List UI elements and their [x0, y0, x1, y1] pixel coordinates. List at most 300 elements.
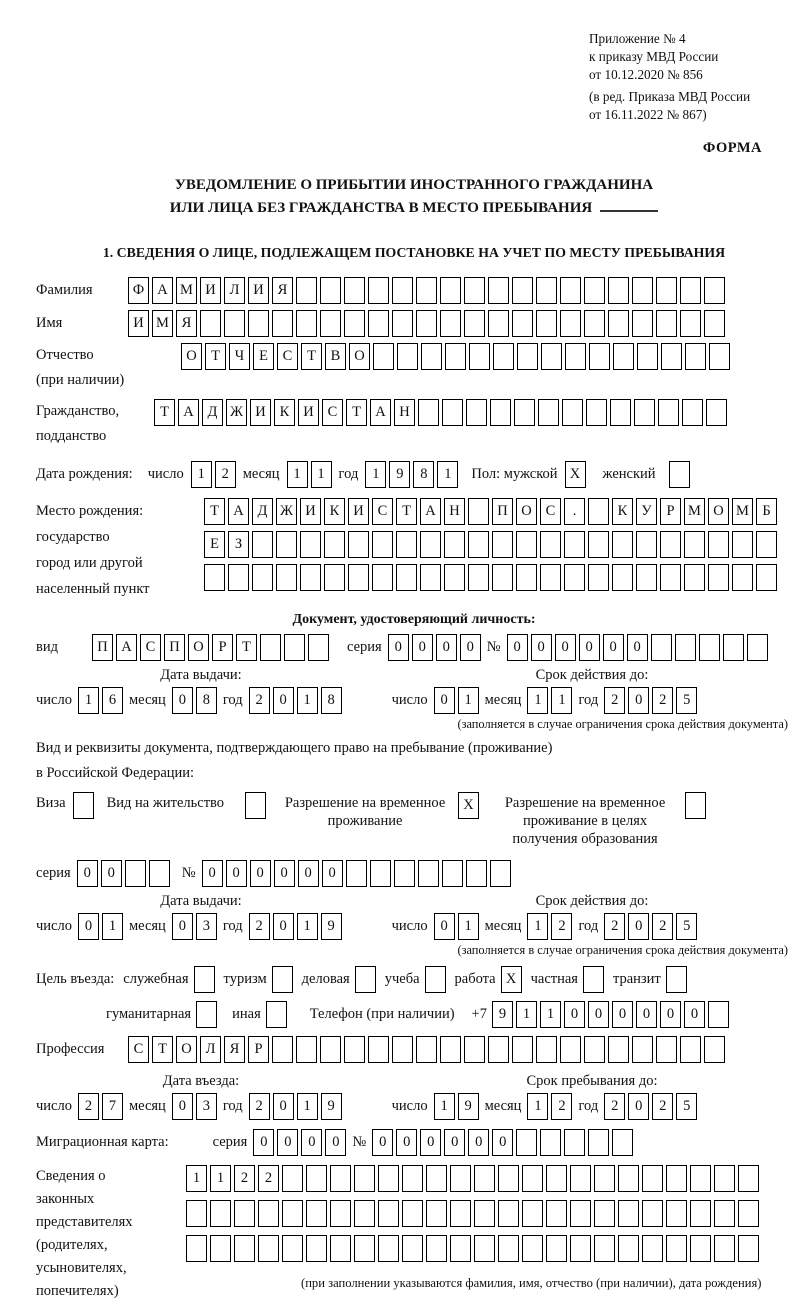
form-cell[interactable] — [634, 399, 655, 426]
form-cell[interactable] — [675, 634, 696, 661]
form-cell[interactable]: 0 — [579, 634, 600, 661]
form-cell[interactable] — [272, 310, 293, 337]
form-cell[interactable]: И — [248, 277, 269, 304]
form-cell[interactable] — [296, 1036, 317, 1063]
form-cell[interactable] — [474, 1200, 495, 1227]
form-cell[interactable] — [610, 399, 631, 426]
form-cell[interactable] — [258, 1235, 279, 1262]
form-cell[interactable] — [426, 1165, 447, 1192]
form-cell[interactable] — [661, 343, 682, 370]
form-cell[interactable]: 0 — [420, 1129, 441, 1156]
form-cell[interactable]: 9 — [321, 913, 342, 940]
form-cell[interactable] — [258, 1200, 279, 1227]
form-cell[interactable]: 0 — [555, 634, 576, 661]
form-cell[interactable] — [397, 343, 418, 370]
form-cell[interactable] — [186, 1200, 207, 1227]
form-cell[interactable]: 0 — [684, 1001, 705, 1028]
form-cell[interactable]: С — [540, 498, 561, 525]
form-cell[interactable] — [747, 634, 768, 661]
form-cell[interactable] — [594, 1165, 615, 1192]
form-cell[interactable]: 1 — [458, 913, 479, 940]
form-cell[interactable]: 5 — [676, 687, 697, 714]
form-cell[interactable] — [445, 343, 466, 370]
form-cell[interactable] — [378, 1200, 399, 1227]
form-cell[interactable] — [392, 1036, 413, 1063]
form-cell[interactable] — [466, 860, 487, 887]
form-cell[interactable]: 2 — [234, 1165, 255, 1192]
form-cell[interactable]: 9 — [492, 1001, 513, 1028]
form-cell[interactable] — [565, 343, 586, 370]
form-cell[interactable] — [368, 1036, 389, 1063]
form-cell[interactable] — [594, 1200, 615, 1227]
form-cell[interactable] — [516, 1129, 537, 1156]
form-cell[interactable] — [368, 277, 389, 304]
form-cell[interactable] — [308, 634, 329, 661]
form-cell[interactable]: 0 — [628, 913, 649, 940]
form-cell[interactable]: 6 — [102, 687, 123, 714]
form-cell[interactable] — [372, 531, 393, 558]
form-cell[interactable] — [306, 1200, 327, 1227]
form-cell[interactable]: Д — [202, 399, 223, 426]
form-cell[interactable]: А — [152, 277, 173, 304]
form-cell[interactable] — [608, 1036, 629, 1063]
form-cell[interactable]: Т — [301, 343, 322, 370]
form-cell[interactable] — [149, 860, 170, 887]
form-cell[interactable]: С — [277, 343, 298, 370]
form-cell[interactable]: С — [128, 1036, 149, 1063]
form-cell[interactable] — [426, 1235, 447, 1262]
form-cell[interactable]: 0 — [226, 860, 247, 887]
form-cell[interactable] — [516, 531, 537, 558]
form-cell[interactable] — [245, 792, 266, 819]
form-cell[interactable]: 0 — [172, 913, 193, 940]
form-cell[interactable]: 0 — [172, 687, 193, 714]
form-cell[interactable]: 0 — [325, 1129, 346, 1156]
form-cell[interactable] — [756, 564, 777, 591]
form-cell[interactable] — [642, 1200, 663, 1227]
form-cell[interactable]: 0 — [412, 634, 433, 661]
form-cell[interactable]: 0 — [301, 1129, 322, 1156]
form-cell[interactable]: 2 — [652, 687, 673, 714]
form-cell[interactable] — [320, 310, 341, 337]
form-cell[interactable] — [680, 1036, 701, 1063]
form-cell[interactable] — [450, 1235, 471, 1262]
form-cell[interactable]: 2 — [551, 913, 572, 940]
form-cell[interactable]: 2 — [604, 913, 625, 940]
form-cell[interactable]: 0 — [273, 687, 294, 714]
form-cell[interactable] — [704, 277, 725, 304]
form-cell[interactable]: 0 — [444, 1129, 465, 1156]
form-cell[interactable] — [570, 1200, 591, 1227]
form-cell[interactable]: 8 — [413, 461, 434, 488]
form-cell[interactable]: 0 — [322, 860, 343, 887]
form-cell[interactable] — [714, 1165, 735, 1192]
form-cell[interactable]: Р — [212, 634, 233, 661]
form-cell[interactable] — [738, 1235, 759, 1262]
form-cell[interactable]: Т — [236, 634, 257, 661]
form-cell[interactable]: 2 — [249, 1093, 270, 1120]
form-cell[interactable]: 8 — [196, 687, 217, 714]
form-cell[interactable] — [468, 564, 489, 591]
form-cell[interactable]: 3 — [196, 1093, 217, 1120]
form-cell[interactable] — [666, 1200, 687, 1227]
form-cell[interactable] — [464, 310, 485, 337]
form-cell[interactable] — [498, 1165, 519, 1192]
form-cell[interactable] — [488, 1036, 509, 1063]
form-cell[interactable]: 1 — [102, 913, 123, 940]
form-cell[interactable] — [512, 277, 533, 304]
form-cell[interactable] — [584, 1036, 605, 1063]
form-cell[interactable]: 0 — [396, 1129, 417, 1156]
form-cell[interactable] — [468, 531, 489, 558]
form-cell[interactable] — [284, 634, 305, 661]
form-cell[interactable]: И — [300, 498, 321, 525]
form-cell[interactable] — [224, 310, 245, 337]
form-cell[interactable] — [416, 277, 437, 304]
form-cell[interactable] — [704, 310, 725, 337]
form-cell[interactable]: Б — [756, 498, 777, 525]
form-cell[interactable] — [714, 1200, 735, 1227]
form-cell[interactable]: О — [181, 343, 202, 370]
form-cell[interactable]: 0 — [101, 860, 122, 887]
form-cell[interactable]: 0 — [628, 687, 649, 714]
form-cell[interactable]: 1 — [297, 913, 318, 940]
form-cell[interactable] — [416, 310, 437, 337]
form-cell[interactable]: Л — [200, 1036, 221, 1063]
form-cell[interactable]: И — [348, 498, 369, 525]
form-cell[interactable]: К — [274, 399, 295, 426]
form-cell[interactable] — [320, 1036, 341, 1063]
form-cell[interactable] — [512, 310, 533, 337]
form-cell[interactable] — [723, 634, 744, 661]
form-cell[interactable]: 1 — [458, 687, 479, 714]
form-cell[interactable]: 2 — [258, 1165, 279, 1192]
form-cell[interactable] — [738, 1165, 759, 1192]
form-cell[interactable] — [709, 343, 730, 370]
form-cell[interactable] — [498, 1200, 519, 1227]
form-cell[interactable]: 1 — [551, 687, 572, 714]
form-cell[interactable]: 0 — [372, 1129, 393, 1156]
form-cell[interactable] — [612, 1129, 633, 1156]
form-cell[interactable] — [276, 564, 297, 591]
form-cell[interactable] — [584, 310, 605, 337]
form-cell[interactable] — [656, 277, 677, 304]
form-cell[interactable]: . — [564, 498, 585, 525]
form-cell[interactable]: 2 — [249, 913, 270, 940]
form-cell[interactable] — [330, 1200, 351, 1227]
form-cell[interactable] — [612, 564, 633, 591]
form-cell[interactable] — [396, 531, 417, 558]
form-cell[interactable]: Т — [154, 399, 175, 426]
form-cell[interactable]: Я — [272, 277, 293, 304]
form-cell[interactable] — [402, 1235, 423, 1262]
form-cell[interactable]: П — [164, 634, 185, 661]
form-cell[interactable] — [666, 1165, 687, 1192]
form-cell[interactable] — [442, 399, 463, 426]
form-cell[interactable] — [402, 1165, 423, 1192]
form-cell[interactable] — [420, 531, 441, 558]
form-cell[interactable] — [608, 310, 629, 337]
form-cell[interactable] — [706, 399, 727, 426]
form-cell[interactable]: 1 — [210, 1165, 231, 1192]
form-cell[interactable]: З — [228, 531, 249, 558]
form-cell[interactable] — [498, 1235, 519, 1262]
form-cell[interactable]: Ф — [128, 277, 149, 304]
form-cell[interactable]: У — [636, 498, 657, 525]
form-cell[interactable] — [402, 1200, 423, 1227]
form-cell[interactable] — [282, 1235, 303, 1262]
form-cell[interactable] — [546, 1200, 567, 1227]
form-cell[interactable] — [536, 277, 557, 304]
form-cell[interactable]: Д — [252, 498, 273, 525]
form-cell[interactable] — [420, 564, 441, 591]
form-cell[interactable]: 2 — [249, 687, 270, 714]
form-cell[interactable] — [685, 343, 706, 370]
form-cell[interactable]: Т — [204, 498, 225, 525]
form-cell[interactable] — [732, 564, 753, 591]
form-cell[interactable] — [666, 966, 687, 993]
form-cell[interactable]: 2 — [215, 461, 236, 488]
form-cell[interactable]: Ч — [229, 343, 250, 370]
form-cell[interactable] — [196, 1001, 217, 1028]
form-cell[interactable] — [546, 1235, 567, 1262]
form-cell[interactable] — [584, 277, 605, 304]
form-cell[interactable]: 9 — [321, 1093, 342, 1120]
form-cell[interactable]: 0 — [298, 860, 319, 887]
form-cell[interactable] — [272, 1036, 293, 1063]
form-cell[interactable] — [708, 1001, 729, 1028]
form-cell[interactable] — [540, 531, 561, 558]
form-cell[interactable]: 0 — [436, 634, 457, 661]
form-cell[interactable] — [464, 277, 485, 304]
form-cell[interactable] — [368, 310, 389, 337]
form-cell[interactable]: И — [298, 399, 319, 426]
form-cell[interactable]: 0 — [172, 1093, 193, 1120]
form-cell[interactable]: 3 — [196, 913, 217, 940]
form-cell[interactable] — [656, 310, 677, 337]
form-cell[interactable] — [708, 564, 729, 591]
form-cell[interactable]: К — [324, 498, 345, 525]
form-cell[interactable] — [680, 310, 701, 337]
form-cell[interactable] — [570, 1165, 591, 1192]
form-cell[interactable]: 1 — [191, 461, 212, 488]
form-cell[interactable] — [468, 498, 489, 525]
form-cell[interactable] — [522, 1235, 543, 1262]
form-cell[interactable]: П — [92, 634, 113, 661]
form-cell[interactable]: 1 — [297, 687, 318, 714]
form-cell[interactable]: 0 — [612, 1001, 633, 1028]
form-cell[interactable] — [684, 564, 705, 591]
form-cell[interactable] — [560, 310, 581, 337]
form-cell[interactable] — [586, 399, 607, 426]
form-cell[interactable]: А — [178, 399, 199, 426]
form-cell[interactable]: 9 — [389, 461, 410, 488]
form-cell[interactable]: X — [501, 966, 522, 993]
form-cell[interactable] — [660, 531, 681, 558]
form-cell[interactable] — [344, 1036, 365, 1063]
form-cell[interactable] — [732, 531, 753, 558]
form-cell[interactable] — [536, 310, 557, 337]
form-cell[interactable] — [540, 1129, 561, 1156]
form-cell[interactable] — [348, 564, 369, 591]
form-cell[interactable]: П — [492, 498, 513, 525]
form-cell[interactable] — [282, 1200, 303, 1227]
form-cell[interactable] — [490, 860, 511, 887]
form-cell[interactable] — [474, 1165, 495, 1192]
form-cell[interactable]: Е — [204, 531, 225, 558]
form-cell[interactable] — [490, 399, 511, 426]
form-cell[interactable] — [546, 1165, 567, 1192]
form-cell[interactable]: А — [420, 498, 441, 525]
form-cell[interactable] — [344, 310, 365, 337]
form-cell[interactable] — [378, 1165, 399, 1192]
form-cell[interactable]: 2 — [604, 687, 625, 714]
form-cell[interactable] — [396, 564, 417, 591]
form-cell[interactable] — [194, 966, 215, 993]
form-cell[interactable]: О — [176, 1036, 197, 1063]
form-cell[interactable]: В — [325, 343, 346, 370]
form-cell[interactable] — [296, 277, 317, 304]
form-cell[interactable] — [682, 399, 703, 426]
form-cell[interactable] — [714, 1235, 735, 1262]
form-cell[interactable] — [378, 1235, 399, 1262]
form-cell[interactable] — [324, 531, 345, 558]
form-cell[interactable]: М — [152, 310, 173, 337]
form-cell[interactable]: 2 — [551, 1093, 572, 1120]
form-cell[interactable] — [618, 1200, 639, 1227]
form-cell[interactable] — [300, 564, 321, 591]
form-cell[interactable] — [560, 277, 581, 304]
form-cell[interactable]: 0 — [507, 634, 528, 661]
form-cell[interactable]: И — [250, 399, 271, 426]
form-cell[interactable]: Я — [176, 310, 197, 337]
form-cell[interactable] — [296, 310, 317, 337]
form-cell[interactable] — [464, 1036, 485, 1063]
form-cell[interactable]: 0 — [531, 634, 552, 661]
form-cell[interactable] — [346, 860, 367, 887]
form-cell[interactable] — [632, 277, 653, 304]
form-cell[interactable] — [642, 1165, 663, 1192]
form-cell[interactable]: 1 — [297, 1093, 318, 1120]
form-cell[interactable]: Т — [205, 343, 226, 370]
form-cell[interactable] — [632, 310, 653, 337]
form-cell[interactable]: 2 — [652, 1093, 673, 1120]
form-cell[interactable]: 1 — [287, 461, 308, 488]
form-cell[interactable] — [594, 1235, 615, 1262]
form-cell[interactable] — [440, 277, 461, 304]
form-cell[interactable]: А — [370, 399, 391, 426]
form-cell[interactable] — [252, 564, 273, 591]
form-cell[interactable] — [418, 399, 439, 426]
form-cell[interactable] — [466, 399, 487, 426]
form-cell[interactable]: 1 — [527, 913, 548, 940]
form-cell[interactable]: Е — [253, 343, 274, 370]
form-cell[interactable]: 0 — [78, 913, 99, 940]
form-cell[interactable] — [392, 310, 413, 337]
form-cell[interactable] — [260, 634, 281, 661]
form-cell[interactable] — [354, 1200, 375, 1227]
form-cell[interactable]: 8 — [321, 687, 342, 714]
form-cell[interactable] — [589, 343, 610, 370]
form-cell[interactable]: 1 — [311, 461, 332, 488]
form-cell[interactable]: Л — [224, 277, 245, 304]
form-cell[interactable]: Ж — [226, 399, 247, 426]
form-cell[interactable] — [450, 1200, 471, 1227]
form-cell[interactable] — [200, 310, 221, 337]
form-cell[interactable] — [564, 1129, 585, 1156]
form-cell[interactable]: Т — [396, 498, 417, 525]
form-cell[interactable] — [560, 1036, 581, 1063]
form-cell[interactable]: М — [176, 277, 197, 304]
form-cell[interactable] — [73, 792, 94, 819]
form-cell[interactable] — [684, 531, 705, 558]
form-cell[interactable] — [666, 1235, 687, 1262]
form-cell[interactable] — [416, 1036, 437, 1063]
form-cell[interactable] — [421, 343, 442, 370]
form-cell[interactable] — [474, 1235, 495, 1262]
form-cell[interactable] — [658, 399, 679, 426]
form-cell[interactable] — [330, 1235, 351, 1262]
form-cell[interactable] — [588, 1129, 609, 1156]
form-cell[interactable]: 7 — [102, 1093, 123, 1120]
form-cell[interactable] — [588, 564, 609, 591]
form-cell[interactable] — [637, 343, 658, 370]
form-cell[interactable]: 0 — [434, 913, 455, 940]
form-cell[interactable] — [442, 860, 463, 887]
form-cell[interactable]: Р — [660, 498, 681, 525]
form-cell[interactable] — [282, 1165, 303, 1192]
form-cell[interactable]: 0 — [274, 860, 295, 887]
form-cell[interactable] — [588, 498, 609, 525]
form-cell[interactable]: С — [322, 399, 343, 426]
form-cell[interactable]: 1 — [437, 461, 458, 488]
form-cell[interactable] — [252, 531, 273, 558]
form-cell[interactable]: 0 — [273, 913, 294, 940]
form-cell[interactable]: 1 — [527, 1093, 548, 1120]
form-cell[interactable]: 2 — [652, 913, 673, 940]
form-cell[interactable]: 0 — [468, 1129, 489, 1156]
form-cell[interactable] — [276, 531, 297, 558]
form-cell[interactable] — [440, 1036, 461, 1063]
form-cell[interactable] — [418, 860, 439, 887]
form-cell[interactable] — [660, 564, 681, 591]
form-cell[interactable]: 0 — [460, 634, 481, 661]
form-cell[interactable]: С — [140, 634, 161, 661]
form-cell[interactable] — [266, 1001, 287, 1028]
form-cell[interactable] — [517, 343, 538, 370]
form-cell[interactable] — [690, 1235, 711, 1262]
form-cell[interactable] — [300, 531, 321, 558]
form-cell[interactable] — [636, 564, 657, 591]
form-cell[interactable]: С — [372, 498, 393, 525]
form-cell[interactable] — [636, 531, 657, 558]
form-cell[interactable] — [348, 531, 369, 558]
form-cell[interactable] — [564, 564, 585, 591]
form-cell[interactable] — [651, 634, 672, 661]
form-cell[interactable] — [488, 310, 509, 337]
form-cell[interactable] — [656, 1036, 677, 1063]
form-cell[interactable] — [493, 343, 514, 370]
form-cell[interactable] — [444, 564, 465, 591]
form-cell[interactable]: 0 — [202, 860, 223, 887]
form-cell[interactable] — [392, 277, 413, 304]
form-cell[interactable] — [642, 1235, 663, 1262]
form-cell[interactable] — [564, 531, 585, 558]
form-cell[interactable] — [492, 564, 513, 591]
form-cell[interactable]: 0 — [492, 1129, 513, 1156]
form-cell[interactable]: 2 — [78, 1093, 99, 1120]
form-cell[interactable]: 9 — [458, 1093, 479, 1120]
